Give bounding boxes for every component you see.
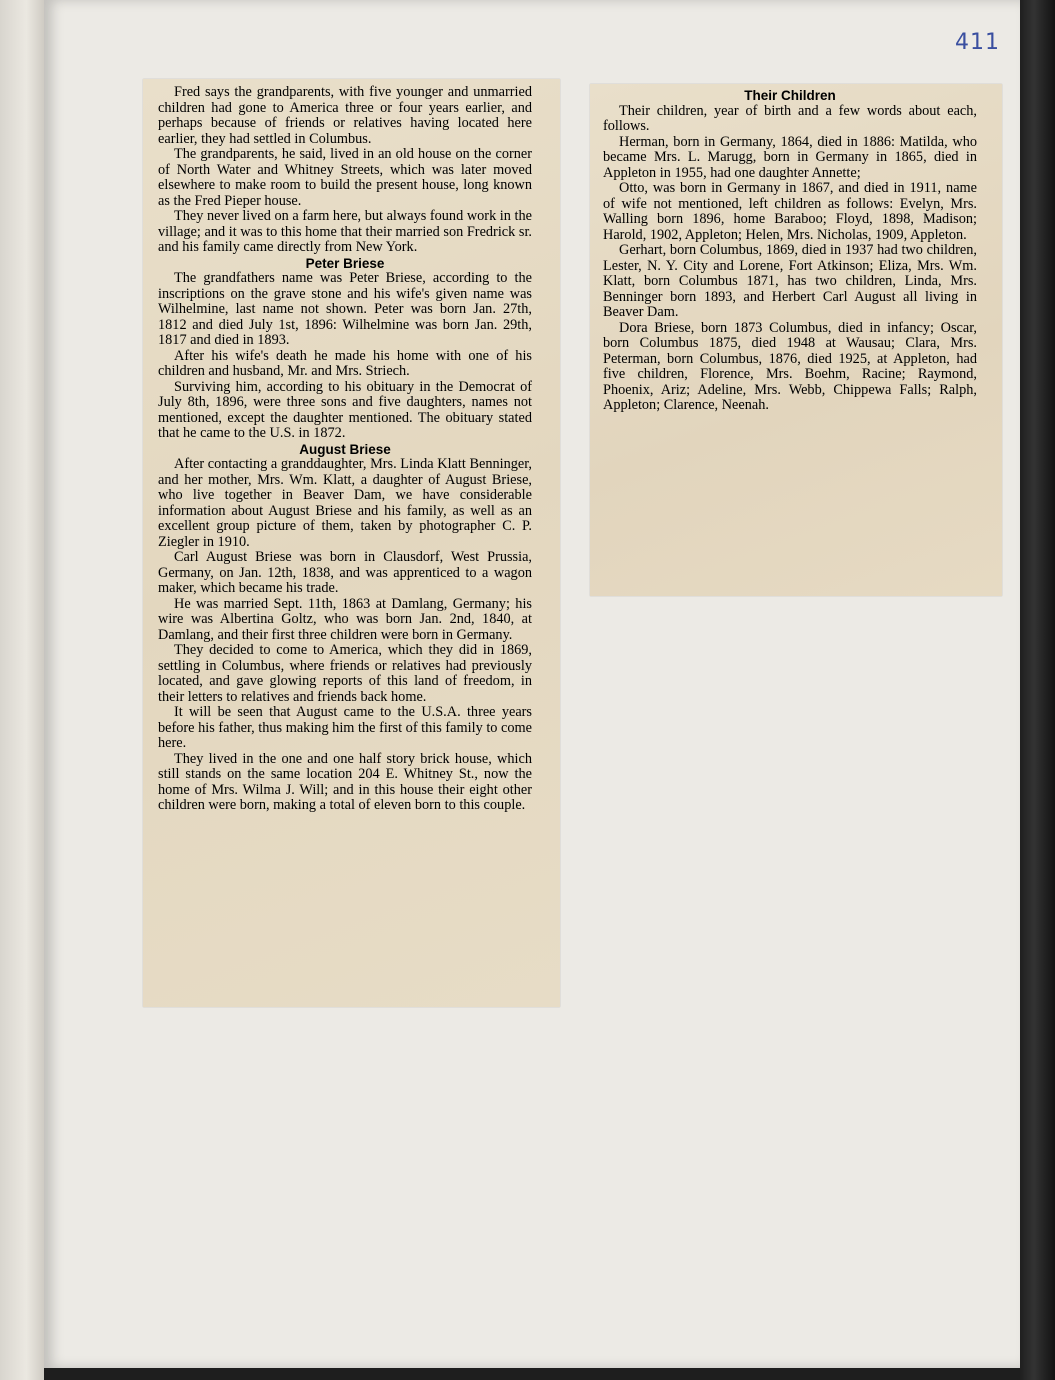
page-number: 411 [955, 30, 1000, 55]
paragraph: It will be seen that August came to the U.S.A. three years before his father, thus making him the first of this family to come here. [158, 704, 532, 751]
paragraph: Otto, was born in Germany in 1867, and died in 1911, name of wife not mentioned, left children as follows: Evelyn, Mrs. Walling born 1896, home Baraboo; Floyd, 1898, Madison; Harold, 1902, Appleton; Helen, Mrs. Nicholas, 1909, Appleton. [603, 180, 977, 243]
section-heading-peter-briese: Peter Briese [305, 255, 385, 271]
paragraph: After contacting a granddaughter, Mrs. Linda Klatt Benninger, and her mother, Mrs. Wm. Klatt, a daughter of August Briese, who live together in Beaver Dam, we have considerable information about August Briese and his family, as well as an excellent group picture of them, taken by photographer C. P. Ziegler in 1910. [158, 456, 532, 550]
section-heading-august-briese: August Briese [299, 441, 391, 457]
clipping-left-text [158, 85, 532, 814]
clipping-right-text [603, 88, 977, 414]
paragraph: They never lived on a farm here, but always found work in the village; and it was to this home that their married son Fredrick sr. and his family came directly from New York. [158, 208, 532, 255]
paragraph: Surviving him, according to his obituary in the Democrat of July 8th, 1896, were three sons and five daughters, names not mentioned, except the daughter mentioned. The obituary stated that he came to the U.S. in 1872. [158, 378, 532, 441]
paragraph: Gerhart, born Columbus, 1869, died in 1937 had two children, Lester, N. Y. City and Lorene, Fort Atkinson; Eliza, Mrs. Wm. Klatt, born Columbus 1871, has two children, Linda, Mrs. Benninger born 1893, and Herbert Carl August all living in Beaver Dam. [603, 242, 977, 320]
album-cover-edge [1020, 0, 1055, 1380]
facing-page-edge [0, 0, 44, 1380]
paragraph: Dora Briese, born 1873 Columbus, died in infancy; Oscar, born Columbus 1875, died 1948 at Wausau; Clara, Mrs. Peterman, born Columbus, 1876, died 1925, at Appleton, had five children, Florence, Mrs. Boehm, Racine; Raymond, Phoenix, Ariz; Adeline, Mrs. Webb, Chippewa Falls; Ralph, Appleton; Clarence, Neenah. [603, 319, 977, 413]
paragraph: He was married Sept. 11th, 1863 at Damlang, Germany; his wire was Albertina Goltz, who was born Jan. 2nd, 1840, at Damlang, and their first three children were born in Germany. [158, 595, 532, 643]
section-heading-their-children: Their Children [744, 88, 836, 103]
paragraph: After his wife's death he made his home with one of his children and husband, Mr. and Mrs. Striech. [158, 347, 532, 379]
paragraph: Herman, born in Germany, 1864, died in 1886: Matilda, who became Mrs. L. Marugg, born in Germany in 1865, died in Appleton in 1955, had one daughter Annette; [603, 133, 977, 181]
paragraph: Fred says the grandparents, with five younger and unmarried children had gone to America three or four years earlier, and perhaps because of friends or relatives having located here earlier, they had settled in Columbus. [158, 84, 532, 147]
paragraph: They decided to come to America, which they did in 1869, settling in Columbus, where friends or relatives had previously located, and gave glowing reports of this land of freedom, in their letters to relatives and friends back home. [158, 642, 532, 705]
paragraph: The grandparents, he said, lived in an old house on the corner of North Water and Whitney Streets, which was later moved elsewhere to make room to build the present house, long known as the Fred Pieper house. [158, 146, 532, 209]
paragraph: Their children, year of birth and a few words about each, follows. [603, 102, 977, 134]
paragraph: They lived in the one and one half story brick house, which still stands on the same location 204 E. Whitney St., now the home of Mrs. Wilma J. Will; and in this house their eight other children were born, making a total of eleven born to this couple. [158, 750, 532, 813]
paragraph: The grandfathers name was Peter Briese, according to the inscriptions on the grave stone and his wife's given name was Wilhelmine, last name not shown. Peter was born Jan. 27th, 1812 and died July 1st, 1896: Wilhelmine was born Jan. 29th, 1817 and died in 1893. [158, 270, 532, 348]
paragraph: Carl August Briese was born in Clausdorf, West Prussia, Germany, on Jan. 12th, 1838, and was apprenticed to a wagon maker, which became his trade. [158, 549, 532, 596]
